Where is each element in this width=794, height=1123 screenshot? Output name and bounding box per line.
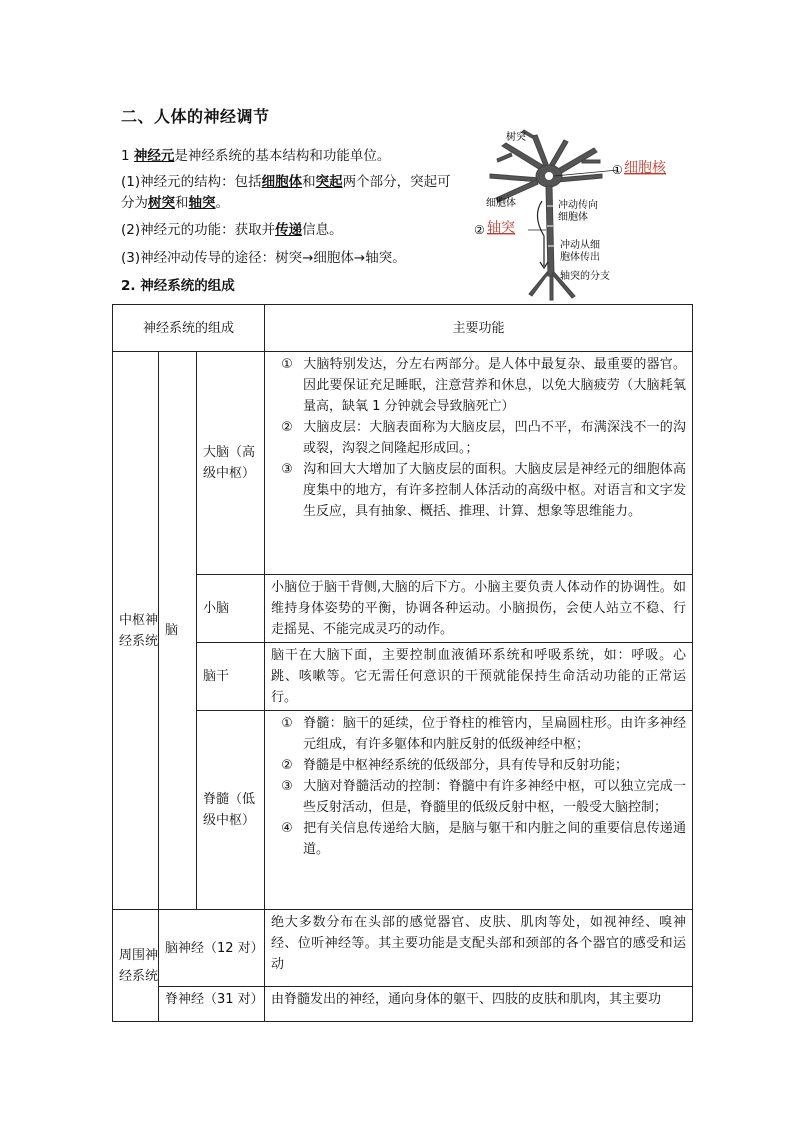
category-peripheral: 周围神经系统 [113, 910, 159, 1022]
part-cerebrum: 大脑（高级中枢） [197, 352, 265, 575]
term-neuron: 神经元 [133, 148, 175, 164]
function-cerebellum: 小脑位于脑干背侧,大脑的后下方。小脑主要负责人体动作的协调性。如维持身体姿势的平衡，协调各种运动。小脑损伤，会使人站立不稳、行走摇晃、不能完成灵巧的动作。 [265, 575, 693, 643]
text-segment: 信息。 [302, 222, 343, 238]
item-number: ② [281, 420, 293, 435]
function-spinal-cord [265, 711, 693, 910]
item-number: ④ [281, 821, 293, 836]
table-row [113, 910, 693, 987]
part-spinal-cord: 脊髓（低级中枢） [197, 711, 265, 910]
list-item [271, 459, 686, 522]
list-item [271, 354, 686, 417]
paragraph-neuron-structure [121, 172, 456, 214]
text-segment: 。 [215, 195, 229, 211]
paragraph-neuron-definition [121, 146, 390, 167]
definition-text: 是神经系统的基本结构和功能单位。 [174, 148, 391, 164]
item-text: 沟和回大大增加了大脑皮层的面积。大脑皮层是神经元的细胞体高度集中的地方，有许多控制人体活动的高级中枢。对语言和文字发生反应，具有抽象、概括、推理、计算、想象等思维能力。 [303, 462, 686, 519]
function-brainstem: 脑干在大脑下面，主要控制血液循环系统和呼吸系统，如：呼吸。心跳、咳嗽等。它无需任何意识的干预就能保持生命活动功能的正常运行。 [265, 643, 693, 711]
list-item [271, 776, 686, 818]
section-title: 二、人体的神经调节 [121, 107, 270, 126]
item-number: ③ [281, 462, 293, 477]
label-dendrite: 树突 [506, 132, 526, 143]
cerebrum-list [271, 354, 686, 522]
label-impulse-out-1: 冲动从细 [560, 240, 600, 251]
table-row [113, 352, 693, 575]
spinal-list [271, 713, 686, 860]
header-function: 主要功能 [265, 305, 693, 352]
text-segment: 两个部分，突起可分为 [121, 174, 451, 211]
part-spinal-nerves: 脊神经（31 对） [159, 987, 265, 1022]
list-item [271, 417, 686, 459]
item-number: 1 [121, 148, 130, 164]
text-segment: 和 [302, 174, 316, 190]
table-row [113, 711, 693, 910]
table-row [113, 575, 693, 643]
label-axon-branch: 轴突的分支 [560, 271, 610, 282]
item-text: 脊髓是中枢神经系统的低级部分，具有传导和反射功能； [303, 758, 629, 773]
blank-cell-body: 细胞体 [261, 174, 303, 190]
paragraph-neuron-function [121, 220, 343, 241]
blank-transmit: 传递 [275, 222, 303, 238]
text-segment: (2)神经元的功能：获取并 [121, 222, 276, 238]
label-impulse-in-1: 冲动传向 [558, 200, 598, 211]
item-number: ① [281, 716, 293, 731]
paragraph-impulse-path: (3)神经冲动传导的途径：树突→细胞体→轴突。 [121, 250, 406, 266]
neuron-diagram [472, 126, 682, 304]
list-item [271, 818, 686, 860]
header-composition: 神经系统的组成 [113, 305, 265, 352]
item-text: 脊髓：脑干的延续，位于脊柱的椎管内，呈扁圆柱形。由许多神经元组成，有许多躯体和内脏反射的低级神经中枢； [303, 716, 686, 752]
label-cell-body: 细胞体 [486, 198, 516, 209]
table-header-row [113, 305, 693, 352]
item-number: ② [281, 758, 293, 773]
list-item [271, 755, 686, 776]
label-axon: 轴突 [487, 220, 515, 236]
function-cranial-nerves: 绝大多数分布在头部的感觉器官、皮肤、肌肉等处，如视神经、嗅神经、位听神经等。其主要功能是支配头部和颈部的各个器官的感受和运动 [265, 910, 693, 987]
function-cerebrum [265, 352, 693, 575]
label-2-number: ② [474, 223, 485, 237]
part-cerebellum: 小脑 [197, 575, 265, 643]
item-text: 大脑特别发达，分左右两部分。是人体中最复杂、最重要的器官。因此要保证充足睡眠，注意营养和休息，以免大脑疲劳（大脑耗氧量高，缺氧 1 分钟就会导致脑死亡） [303, 357, 686, 414]
nervous-system-table [112, 304, 693, 1022]
text-segment: (1)神经元的结构：包括 [121, 174, 262, 190]
item-text: 大脑皮层：大脑表面称为大脑皮层，凹凸不平，布满深浅不一的沟或裂，沟裂之间隆起形成回。； [303, 420, 686, 456]
table-row [113, 643, 693, 711]
label-impulse-in-2: 细胞体 [558, 212, 588, 223]
item-number: ③ [281, 779, 293, 794]
label-nucleus: 细胞核 [624, 160, 666, 176]
part-brainstem: 脑干 [197, 643, 265, 711]
table-row [113, 987, 693, 1022]
subsection-title: 2. 神经系统的组成 [121, 278, 235, 294]
text-segment: 和 [175, 195, 189, 211]
function-spinal-nerves: 由脊髓发出的神经，通向身体的躯干、四肢的皮肤和肌肉，其主要功 [265, 987, 693, 1022]
subcategory-brain: 脑 [159, 352, 197, 910]
item-text: 把有关信息传递给大脑，是脑与躯干和内脏之间的重要信息传递通道。 [303, 821, 686, 857]
label-impulse-out-2: 胞体传出 [560, 252, 600, 263]
blank-dendrite: 树突 [148, 195, 175, 211]
category-central: 中枢神经系统 [113, 352, 159, 910]
blank-process: 突起 [315, 174, 343, 190]
blank-axon: 轴突 [188, 195, 216, 211]
part-cranial-nerves: 脑神经（12 对） [159, 910, 265, 987]
item-text: 大脑对脊髓活动的控制：脊髓中有许多神经中枢，可以独立完成一些反射活动，但是，脊髓里的低级反射中枢，一般受大脑控制； [303, 779, 686, 815]
label-1-number: ① [612, 163, 623, 177]
list-item [271, 713, 686, 755]
item-number: ① [281, 357, 293, 372]
